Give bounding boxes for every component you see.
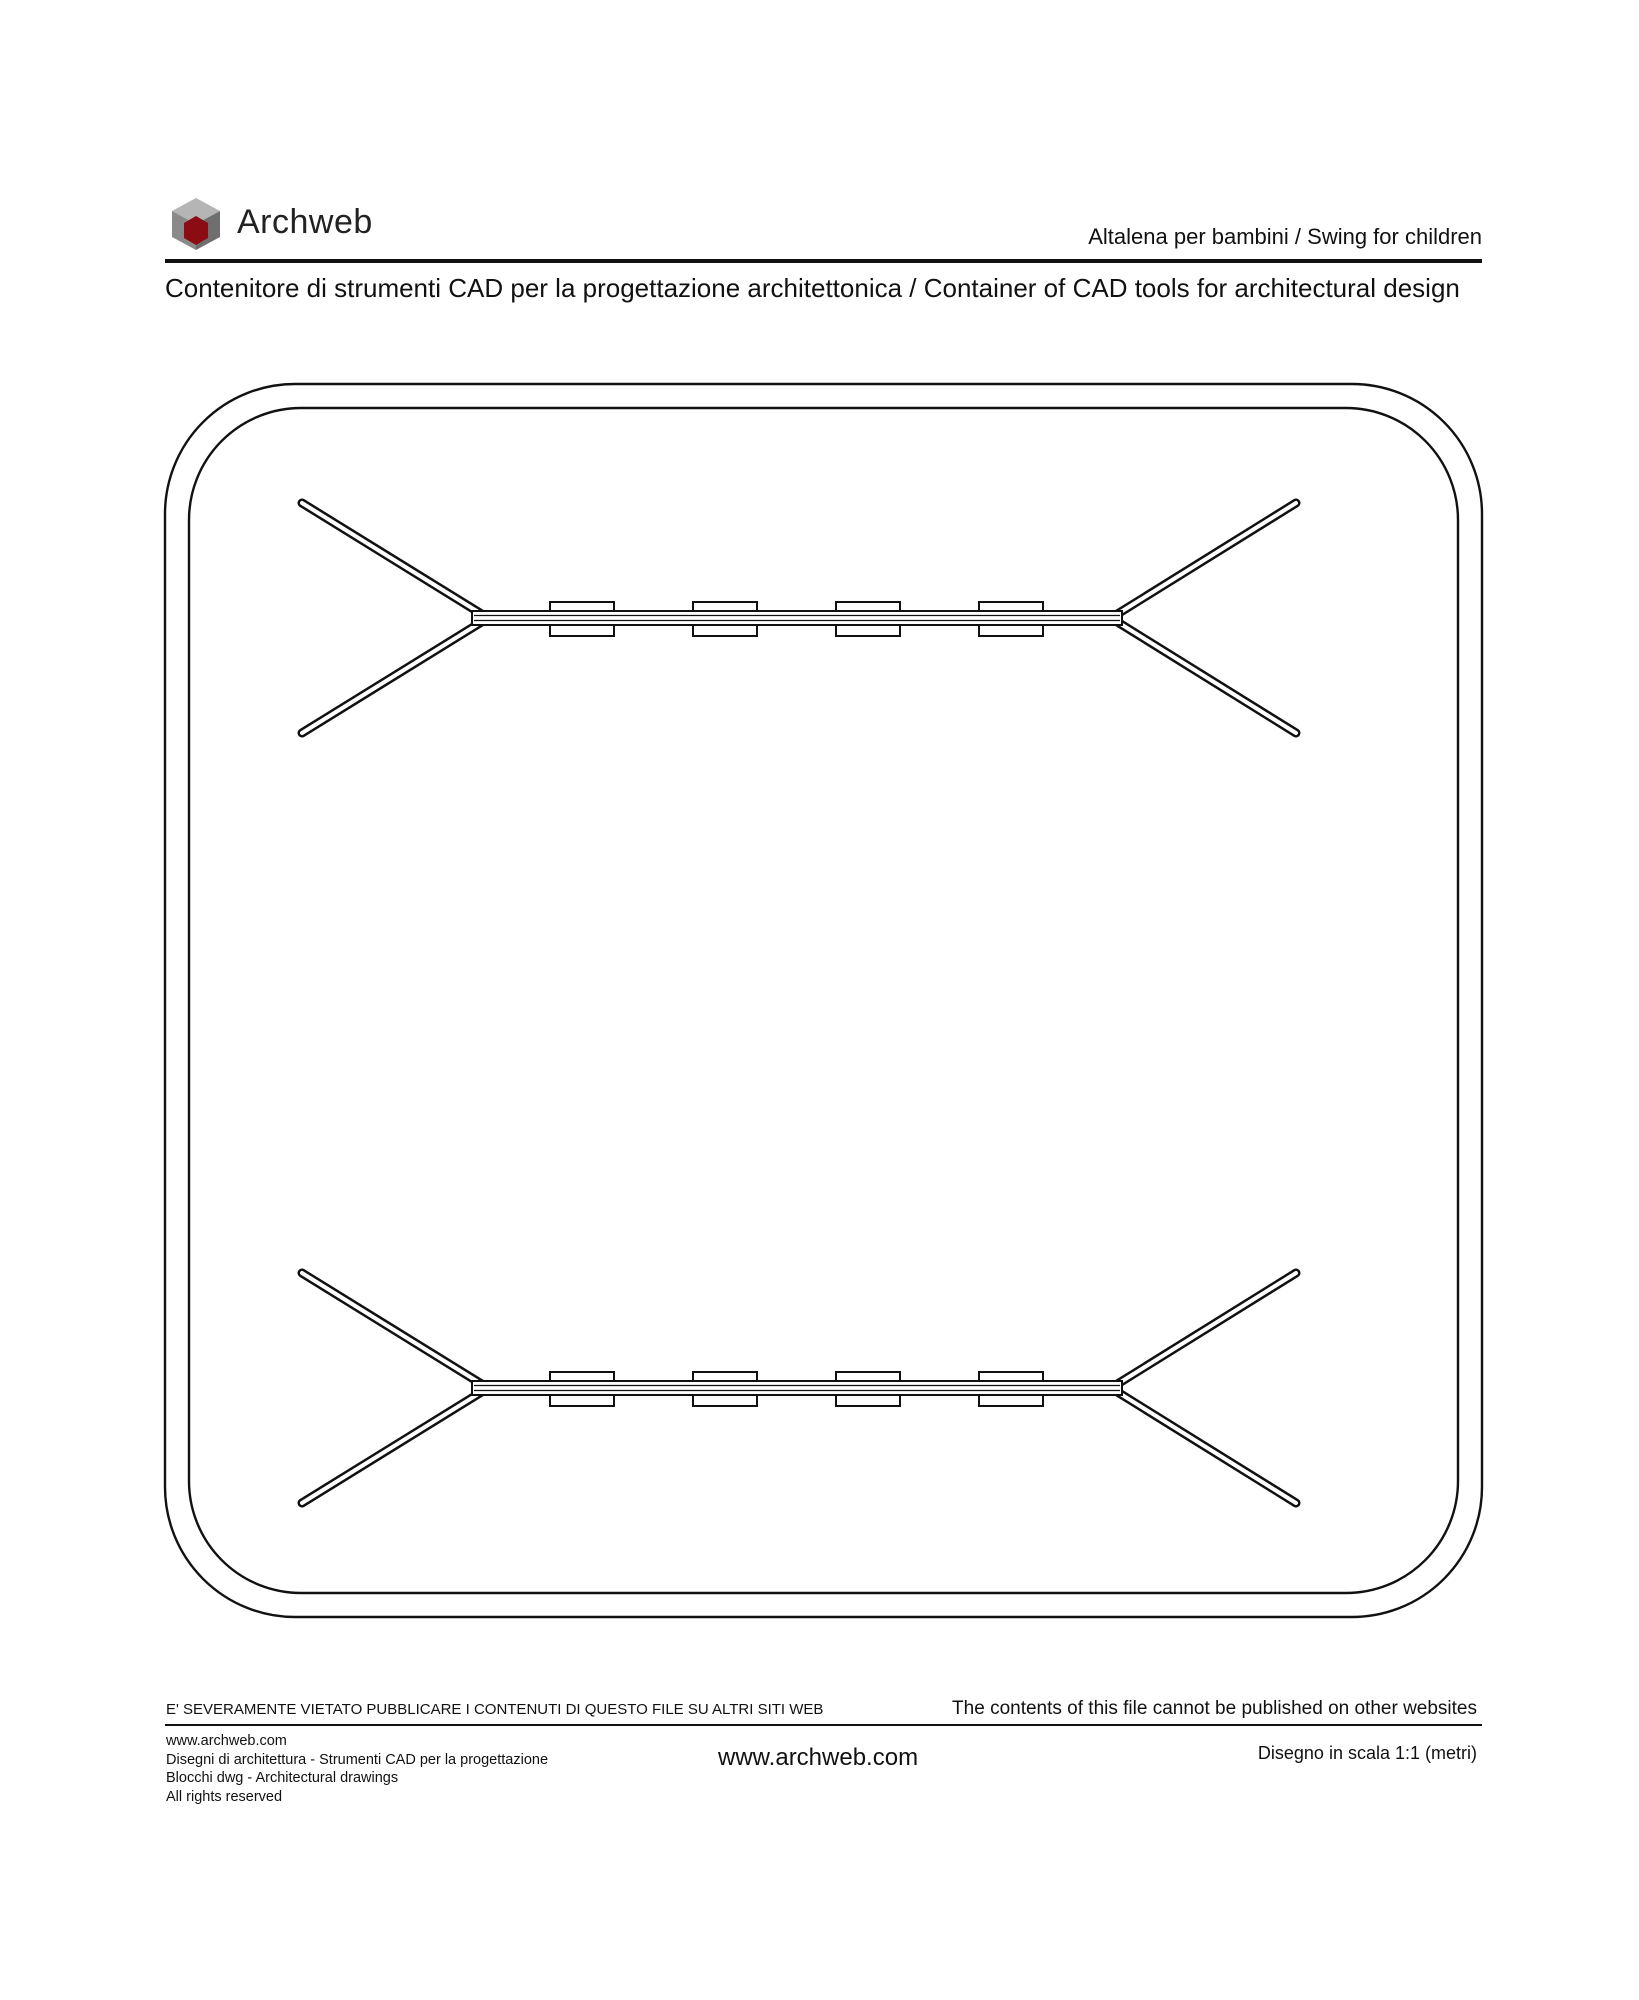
swing-leg-fill [302, 503, 488, 618]
swing-leg-fill [302, 618, 488, 733]
brand-name: Archweb [237, 203, 373, 241]
swing-leg-fill [1111, 1273, 1296, 1388]
copyright-notice-english: The contents of this file cannot be published on other websites [952, 1698, 1477, 1719]
header-subtitle: Contenitore di strumenti CAD per la progettazione architettonica / Container of CAD tools for architectural design [165, 273, 1460, 303]
footer-divider [165, 1724, 1482, 1726]
play-area-inner-border [189, 408, 1458, 1593]
swing-frame [302, 1273, 1296, 1503]
swing-top-beam [472, 611, 1122, 625]
footer-website-link[interactable]: www.archweb.com [718, 1744, 919, 1771]
swing-leg-fill [1111, 1388, 1296, 1503]
copyright-notice-italian: E' SEVERAMENTE VIETATO PUBBLICARE I CONTENUTI DI QUESTO FILE SU ALTRI SITI WEB [166, 1701, 824, 1718]
sheet-title: Altalena per bambini / Swing for children [1088, 224, 1482, 249]
swing-leg-fill [302, 1388, 488, 1503]
swing-leg-fill [1111, 618, 1296, 733]
swing-top-beam [472, 1381, 1122, 1395]
footer-credits [166, 1732, 548, 1806]
footer-scale-note: Disegno in scala 1:1 (metri) [1257, 1743, 1477, 1763]
swing-leg-fill [302, 1273, 488, 1388]
footer-credit-line: www.archweb.com [166, 1733, 287, 1749]
swing-frame [302, 503, 1296, 733]
swing-group [302, 503, 1296, 1503]
play-area-outer-border [165, 384, 1482, 1617]
swing-leg-fill [1111, 503, 1296, 618]
footer-credit-line: All rights reserved [166, 1788, 283, 1805]
footer-credit-line: Disegni di architettura - Strumenti CAD per la progettazione [166, 1751, 549, 1768]
footer-credit-line: Blocchi dwg - Architectural drawings [166, 1770, 399, 1786]
